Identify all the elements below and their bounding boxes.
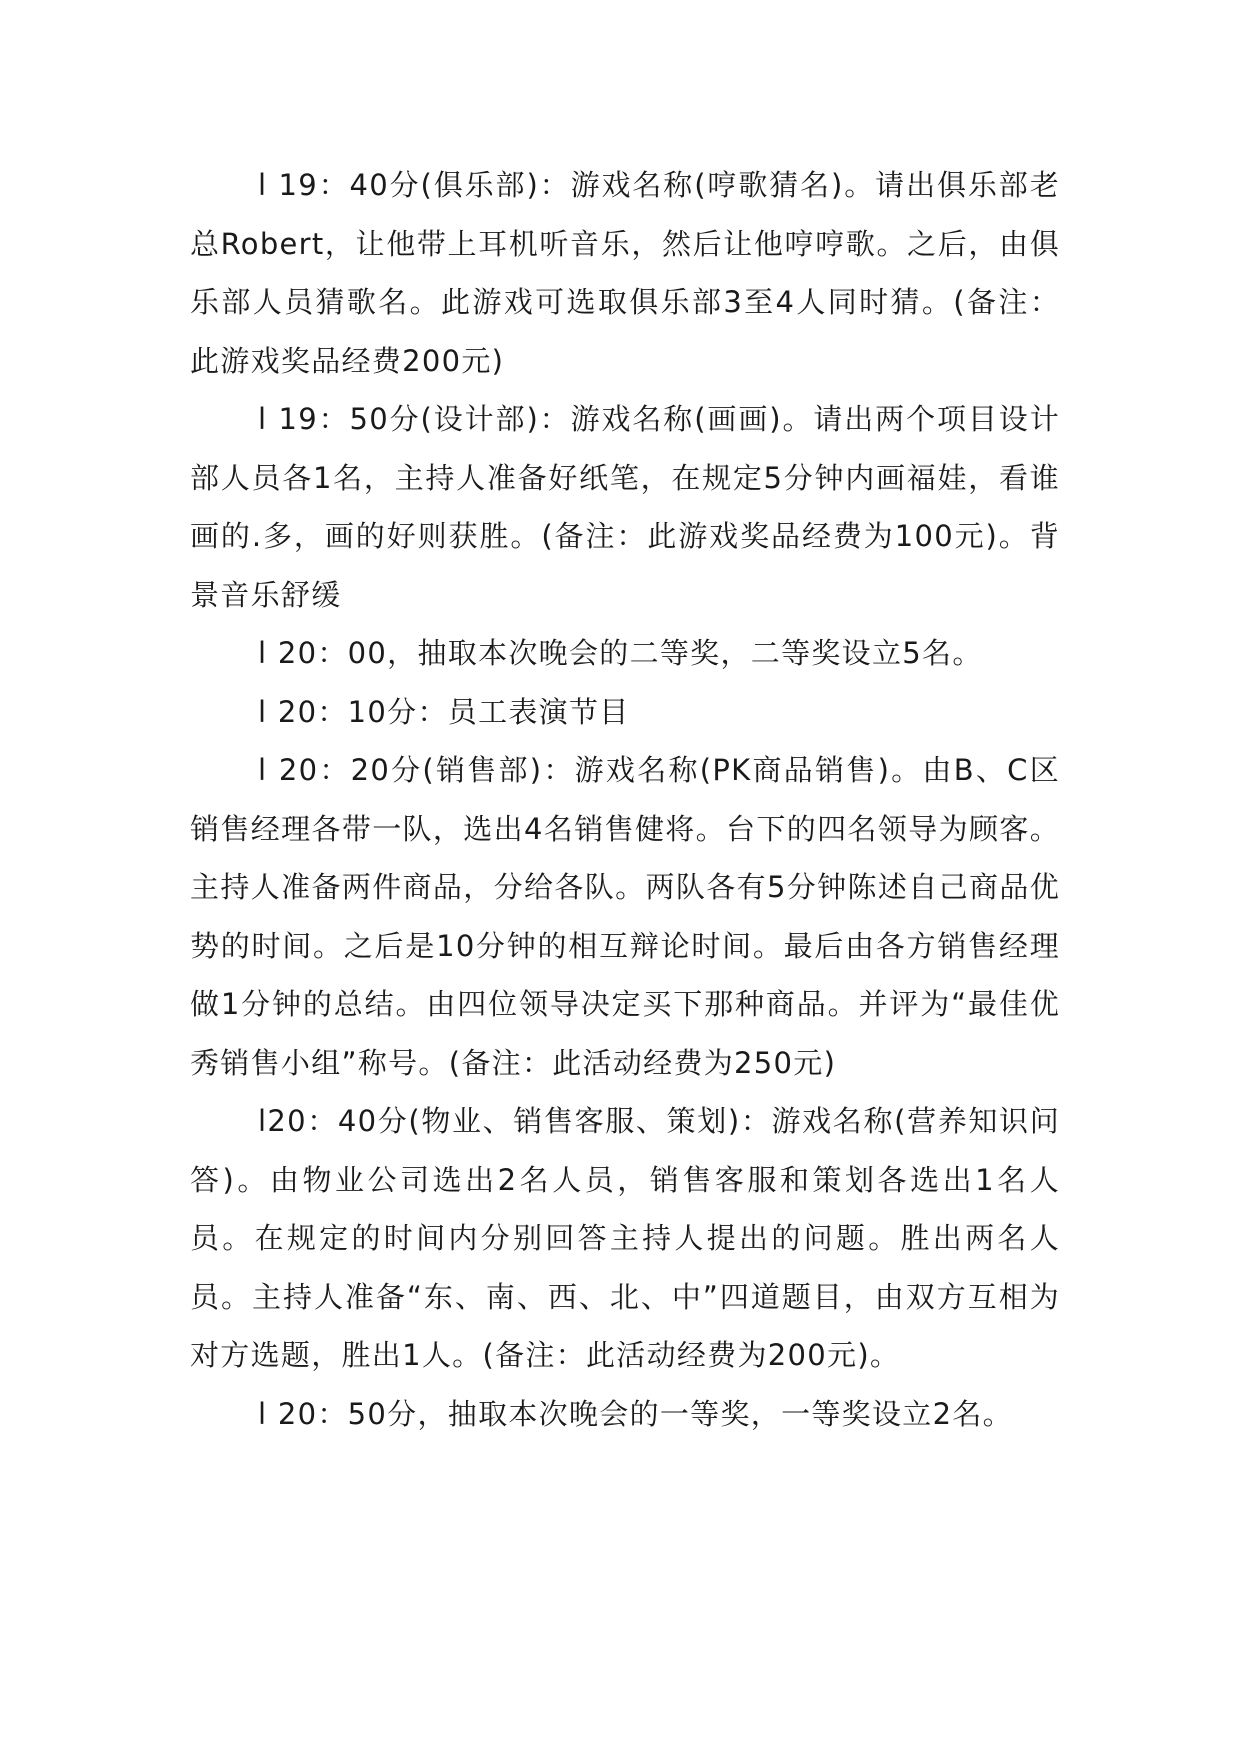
paragraph-second-prize: l 20：00，抽取本次晚会的二等奖，二等奖设立5名。 (258, 636, 983, 670)
paragraph-quiz-game: l20：40分(物业、销售客服、策划)：游戏名称(营养知识问答)。由物业公司选出2名人员，销售客服和策划各选出1名人员。在规定的时间内分别回答主持人提出的问题。胜出两名人员。主持人准备“东、南、西、北、中”四道题目，由双方互相为对方选题，胜出1人。(备注：此活动经费为200元)。 (190, 1104, 1060, 1372)
paragraph-sales-game: l 20：20分(销售部)：游戏名称(PK商品销售)。由B、C区销售经理各带一队，选出4名销售健将。台下的四名领导为顾客。主持人准备两件商品，分给各队。两队各有5分钟陈述自己商品优势的时间。之后是10分钟的相互辩论时间。最后由各方销售经理做1分钟的总结。由四位领导决定买下那种商品。并评为“最佳优秀销售小组”称号。(备注：此活动经费为250元) (190, 753, 1060, 1080)
document-page (190, 156, 1060, 1443)
paragraph-first-prize: l 20：50分，抽取本次晚会的一等奖，一等奖设立2名。 (258, 1396, 1013, 1431)
paragraph-staff-performance: l 20：10分：员工表演节目 (258, 694, 630, 729)
paragraph-club-game: l 19：40分(俱乐部)：游戏名称(哼歌猜名)。请出俱乐部老总Robert，让他带上耳机听音乐，然后让他哼哼歌。之后，由俱乐部人员猜歌名。此游戏可选取俱乐部3至4人同时猜。(备注：此游戏奖品经费200元) (190, 168, 1060, 378)
paragraph-design-game: l 19：50分(设计部)：游戏名称(画画)。请出两个项目设计部人员各1名，主持人准备好纸笔，在规定5分钟内画福娃，看谁画的.多，画的好则获胜。(备注：此游戏奖品经费为100元)。背景音乐舒缓 (190, 402, 1060, 612)
